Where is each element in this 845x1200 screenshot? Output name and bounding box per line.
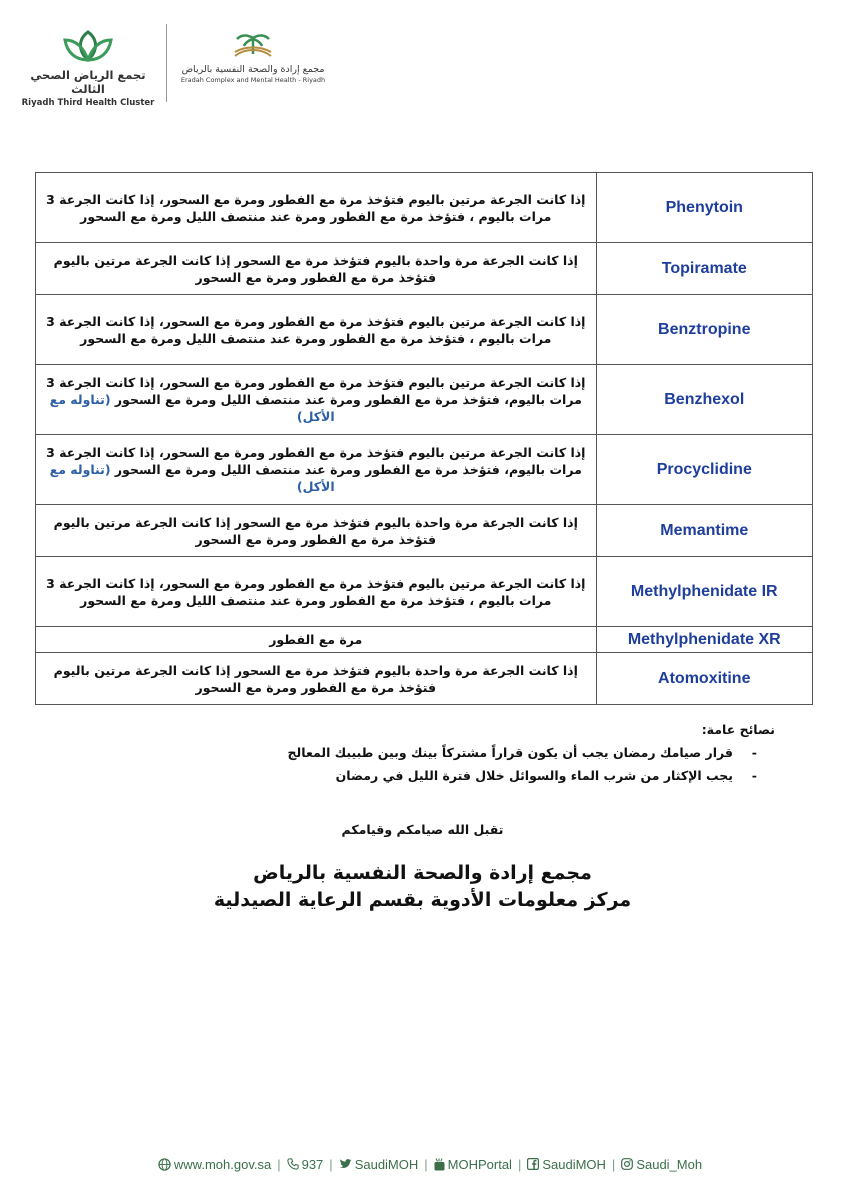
twitter-icon	[339, 1158, 352, 1170]
drug-name-cell: Benzhexol	[596, 365, 812, 435]
bullet-dash: -	[751, 745, 757, 760]
footer-separator: |	[517, 1156, 522, 1172]
medication-table	[35, 172, 813, 705]
dose-text: مرة مع الفطور	[269, 632, 363, 647]
footer-website[interactable]	[158, 1157, 271, 1172]
dose-text: إذا كانت الجرعة مرتين باليوم فتؤخذ مرة مع الفطور ومرة مع السحور، إذا كانت الجرعة 3 مرات باليوم ، فتؤخذ مرة مع الفطور ومرة عند منتصف الليل ومرة مع السحور	[46, 191, 586, 224]
list-item	[215, 768, 757, 783]
facebook-icon	[527, 1158, 539, 1170]
dose-cell	[36, 557, 597, 627]
dose-text: إذا كانت الجرعة مرة واحدة باليوم فتؤخذ مرة مع السحور إذا كانت الجرعة مرتين باليوم فتؤخذ مرة مع الفطور ومرة مع السحور	[53, 514, 578, 547]
tips-list	[215, 745, 775, 783]
contact-footer	[120, 1152, 740, 1176]
table-row	[36, 505, 813, 557]
tips-title: نصائح عامة:	[701, 722, 775, 737]
dose-text: إذا كانت الجرعة مرتين باليوم فتؤخذ مرة مع الفطور ومرة مع السحور، إذا كانت الجرعة 3 مرات باليوم ، فتؤخذ مرة مع الفطور ومرة عند منتصف الليل ومرة مع السحور	[46, 575, 586, 608]
drug-name-cell: Memantime	[596, 505, 812, 557]
drug-name-cell: Methylphenidate XR	[596, 627, 812, 653]
dose-cell	[36, 653, 597, 705]
right-logo-arabic: مجمع إرادة والصحة النفسية بالرياض	[181, 64, 325, 75]
dose-text: إذا كانت الجرعة مرة واحدة باليوم فتؤخذ مرة مع السحور إذا كانت الجرعة مرتين باليوم فتؤخذ مرة مع الفطور ومرة مع السحور	[53, 662, 578, 695]
page-header	[0, 22, 845, 108]
dose-text: إذا كانت الجرعة مرة واحدة باليوم فتؤخذ مرة مع السحور إذا كانت الجرعة مرتين باليوم فتؤخذ مرة مع الفطور ومرة مع السحور	[53, 252, 578, 285]
footer-instagram[interactable]	[621, 1157, 702, 1172]
drug-name-cell: Topiramate	[596, 243, 812, 295]
website-text: www.moh.gov.sa	[173, 1156, 272, 1172]
dose-note: (تناوله مع الأكل)	[49, 392, 335, 424]
table-row	[36, 243, 813, 295]
closing-wish: تقبل الله صيامكم وقيامكم	[341, 822, 504, 837]
drug-name-cell: Atomoxitine	[596, 653, 812, 705]
dose-text: إذا كانت الجرعة مرتين باليوم فتؤخذ مرة مع الفطور ومرة مع السحور، إذا كانت الجرعة 3 مرات باليوم ، فتؤخذ مرة مع الفطور ومرة عند منتصف الليل ومرة مع السحور	[46, 313, 586, 346]
phone-text: 937	[301, 1156, 324, 1172]
table-row	[36, 627, 813, 653]
left-logo-english: Riyadh Third Health Cluster	[21, 98, 155, 108]
riyadh-cluster-logo	[18, 30, 158, 108]
footer-separator: |	[611, 1156, 616, 1172]
signature-line-1: مجمع إرادة والصحة النفسية بالرياض	[253, 862, 592, 884]
dose-cell	[36, 243, 597, 295]
dose-cell	[36, 505, 597, 557]
eradah-logo	[178, 30, 328, 84]
dose-cell	[36, 435, 597, 505]
lotus-icon	[61, 30, 115, 64]
instagram-text: Saudi_Moh	[636, 1156, 703, 1172]
table-row	[36, 557, 813, 627]
youtube-icon	[434, 1158, 445, 1171]
globe-icon	[158, 1158, 171, 1171]
drug-name-cell: Benztropine	[596, 295, 812, 365]
table-row	[36, 653, 813, 705]
footer-phone[interactable]	[287, 1157, 324, 1172]
table-row	[36, 435, 813, 505]
footer-separator: |	[329, 1156, 333, 1172]
footer-twitter[interactable]	[339, 1157, 419, 1172]
dose-note: (تناوله مع الأكل)	[49, 462, 335, 494]
phone-icon	[287, 1158, 299, 1170]
drug-name-cell: Phenytoin	[596, 173, 812, 243]
footer-separator: |	[424, 1156, 428, 1172]
facebook-text: SaudiMOH	[542, 1156, 606, 1172]
logo-divider	[166, 24, 167, 102]
general-tips	[215, 722, 775, 791]
dose-cell	[36, 295, 597, 365]
drug-name-cell: Methylphenidate IR	[596, 557, 812, 627]
tip-text: قرار صيامك رمضان يجب أن يكون قراراً مشتركاً بينك وبين طبيبك المعالج	[287, 745, 733, 760]
dose-cell	[36, 627, 597, 653]
list-item	[215, 745, 757, 760]
footer-facebook[interactable]	[527, 1157, 606, 1172]
left-logo-arabic: تجمع الرياض الصحي الثالث	[30, 68, 146, 96]
footer-youtube[interactable]	[434, 1157, 512, 1172]
dose-text: إذا كانت الجرعة مرتين باليوم فتؤخذ مرة مع الفطور ومرة مع السحور، إذا كانت الجرعة 3 مرات باليوم، فتؤخذ مرة مع الفطور ومرة عند منتصف الليل ومرة مع السحور	[46, 375, 586, 407]
instagram-icon	[621, 1158, 633, 1170]
palm-swords-icon	[223, 30, 283, 60]
dose-cell	[36, 173, 597, 243]
table-row	[36, 295, 813, 365]
signature-line-2: مركز معلومات الأدوية بقسم الرعاية الصيدلية	[213, 889, 632, 911]
signature-block	[0, 860, 845, 914]
dose-cell	[36, 365, 597, 435]
twitter-text: SaudiMOH	[354, 1156, 419, 1172]
tip-text: يجب الإكثار من شرب الماء والسوائل خلال فترة الليل في رمضان	[335, 768, 733, 783]
table-row	[36, 365, 813, 435]
right-logo-english: Eradah Complex and Mental Health - Riyadh	[180, 76, 326, 84]
footer-separator: |	[277, 1156, 281, 1172]
table-row	[36, 173, 813, 243]
youtube-text: MOHPortal	[447, 1156, 512, 1172]
bullet-dash: -	[751, 768, 757, 783]
dose-text: إذا كانت الجرعة مرتين باليوم فتؤخذ مرة مع الفطور ومرة مع السحور، إذا كانت الجرعة 3 مرات باليوم، فتؤخذ مرة مع الفطور ومرة عند منتصف الليل ومرة مع السحور	[46, 445, 586, 477]
drug-name-cell: Procyclidine	[596, 435, 812, 505]
